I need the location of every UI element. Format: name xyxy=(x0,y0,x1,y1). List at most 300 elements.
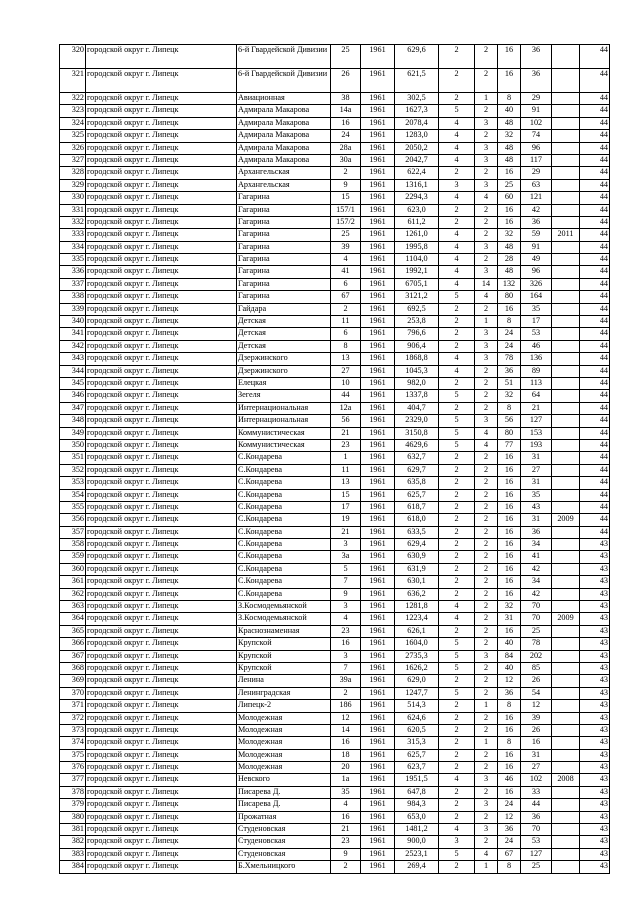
cell-entrances: 3 xyxy=(475,353,498,365)
cell-entrances: 2 xyxy=(475,675,498,687)
cell-entrances: 2 xyxy=(475,836,498,848)
cell-entrances: 3 xyxy=(475,241,498,253)
cell-residents: 41 xyxy=(521,551,552,563)
cell-repair-year xyxy=(552,45,580,69)
cell-apartments: 16 xyxy=(498,724,521,736)
cell-street: З.Космодемьянской xyxy=(237,613,331,625)
cell-year: 1961 xyxy=(361,737,395,749)
cell-house: 16 xyxy=(331,811,361,823)
cell-number: 322 xyxy=(60,93,86,105)
cell-term: 44 xyxy=(580,303,610,315)
cell-municipality: городской округ г. Липецк xyxy=(86,105,237,117)
cell-apartments: 8 xyxy=(498,316,521,328)
cell-apartments: 16 xyxy=(498,563,521,575)
cell-term: 43 xyxy=(580,712,610,724)
cell-house: 2 xyxy=(331,861,361,873)
cell-house: 8 xyxy=(331,340,361,352)
table-row xyxy=(60,576,610,588)
cell-repair-year xyxy=(552,576,580,588)
cell-municipality: городской округ г. Липецк xyxy=(86,712,237,724)
cell-residents: 12 xyxy=(521,700,552,712)
cell-area: 2042,7 xyxy=(395,154,439,166)
cell-house: 1 xyxy=(331,452,361,464)
cell-term: 44 xyxy=(580,365,610,377)
cell-number: 375 xyxy=(60,749,86,761)
cell-municipality: городской округ г. Липецк xyxy=(86,390,237,402)
cell-area: 269,4 xyxy=(395,861,439,873)
cell-residents: 31 xyxy=(521,749,552,761)
cell-house: 41 xyxy=(331,266,361,278)
cell-floors: 5 xyxy=(439,390,475,402)
cell-entrances: 2 xyxy=(475,662,498,674)
cell-residents: 33 xyxy=(521,786,552,798)
cell-street: С.Кондарева xyxy=(237,501,331,513)
cell-residents: 96 xyxy=(521,266,552,278)
cell-apartments: 84 xyxy=(498,650,521,662)
cell-floors: 5 xyxy=(439,650,475,662)
cell-municipality: городской округ г. Липецк xyxy=(86,117,237,129)
table-row xyxy=(60,613,610,625)
cell-term: 43 xyxy=(580,811,610,823)
table-row xyxy=(60,501,610,513)
cell-entrances: 2 xyxy=(475,69,498,93)
cell-entrances: 2 xyxy=(475,167,498,179)
cell-year: 1961 xyxy=(361,613,395,625)
cell-number: 341 xyxy=(60,328,86,340)
cell-floors: 5 xyxy=(439,662,475,674)
cell-apartments: 16 xyxy=(498,526,521,538)
cell-term: 43 xyxy=(580,774,610,786)
cell-area: 1316,1 xyxy=(395,179,439,191)
table-row xyxy=(60,700,610,712)
cell-entrances: 2 xyxy=(475,638,498,650)
cell-municipality: городской округ г. Липецк xyxy=(86,799,237,811)
cell-street: Невского xyxy=(237,774,331,786)
cell-area: 2050,2 xyxy=(395,142,439,154)
cell-house: 25 xyxy=(331,229,361,241)
cell-entrances: 2 xyxy=(475,229,498,241)
cell-repair-year: 2009 xyxy=(552,613,580,625)
cell-repair-year xyxy=(552,625,580,637)
cell-area: 514,3 xyxy=(395,700,439,712)
cell-residents: 89 xyxy=(521,365,552,377)
cell-repair-year xyxy=(552,69,580,93)
cell-house: 5 xyxy=(331,563,361,575)
table-row xyxy=(60,848,610,860)
cell-entrances: 1 xyxy=(475,700,498,712)
cell-term: 43 xyxy=(580,662,610,674)
cell-apartments: 48 xyxy=(498,142,521,154)
cell-year: 1961 xyxy=(361,539,395,551)
cell-term: 44 xyxy=(580,93,610,105)
cell-street: Интернациональная xyxy=(237,402,331,414)
cell-street: Адмирала Макарова xyxy=(237,154,331,166)
cell-street: Крупской xyxy=(237,650,331,662)
cell-year: 1961 xyxy=(361,861,395,873)
cell-term: 44 xyxy=(580,105,610,117)
cell-street: Гагарина xyxy=(237,266,331,278)
cell-floors: 2 xyxy=(439,551,475,563)
table-row xyxy=(60,799,610,811)
cell-entrances: 2 xyxy=(475,576,498,588)
cell-apartments: 48 xyxy=(498,154,521,166)
cell-entrances: 3 xyxy=(475,774,498,786)
cell-municipality: городской округ г. Липецк xyxy=(86,266,237,278)
cell-residents: 17 xyxy=(521,316,552,328)
cell-year: 1961 xyxy=(361,786,395,798)
cell-apartments: 80 xyxy=(498,427,521,439)
cell-house: 16 xyxy=(331,737,361,749)
cell-entrances: 2 xyxy=(475,204,498,216)
cell-house: 21 xyxy=(331,824,361,836)
cell-street: Гагарина xyxy=(237,229,331,241)
cell-area: 611,2 xyxy=(395,216,439,228)
cell-apartments: 40 xyxy=(498,662,521,674)
cell-entrances: 3 xyxy=(475,650,498,662)
cell-residents: 27 xyxy=(521,762,552,774)
cell-repair-year xyxy=(552,365,580,377)
cell-floors: 2 xyxy=(439,452,475,464)
cell-floors: 5 xyxy=(439,291,475,303)
cell-repair-year xyxy=(552,452,580,464)
cell-street: С.Кондарева xyxy=(237,452,331,464)
cell-house: 3 xyxy=(331,539,361,551)
cell-street: 6-й Гвардейской Дивизии xyxy=(237,69,331,93)
cell-house: 4 xyxy=(331,613,361,625)
table-row xyxy=(60,179,610,191)
cell-entrances: 2 xyxy=(475,724,498,736)
cell-term: 44 xyxy=(580,204,610,216)
cell-repair-year xyxy=(552,749,580,761)
cell-floors: 4 xyxy=(439,266,475,278)
cell-house: 11 xyxy=(331,316,361,328)
cell-term: 43 xyxy=(580,625,610,637)
cell-house: 6 xyxy=(331,328,361,340)
cell-repair-year xyxy=(552,316,580,328)
cell-year: 1961 xyxy=(361,365,395,377)
cell-house: 4 xyxy=(331,254,361,266)
cell-entrances: 2 xyxy=(475,539,498,551)
cell-repair-year xyxy=(552,687,580,699)
cell-municipality: городской округ г. Липецк xyxy=(86,551,237,563)
cell-apartments: 48 xyxy=(498,266,521,278)
cell-repair-year xyxy=(552,737,580,749)
cell-area: 253,8 xyxy=(395,316,439,328)
table-row xyxy=(60,526,610,538)
cell-entrances: 4 xyxy=(475,427,498,439)
table-row xyxy=(60,662,610,674)
cell-year: 1961 xyxy=(361,588,395,600)
cell-term: 43 xyxy=(580,588,610,600)
cell-number: 345 xyxy=(60,377,86,389)
cell-area: 1045,3 xyxy=(395,365,439,377)
cell-year: 1961 xyxy=(361,316,395,328)
cell-year: 1961 xyxy=(361,836,395,848)
cell-entrances: 3 xyxy=(475,154,498,166)
cell-apartments: 40 xyxy=(498,638,521,650)
cell-area: 621,5 xyxy=(395,69,439,93)
cell-term: 44 xyxy=(580,477,610,489)
cell-number: 321 xyxy=(60,69,86,93)
cell-term: 44 xyxy=(580,353,610,365)
cell-year: 1961 xyxy=(361,353,395,365)
cell-repair-year xyxy=(552,390,580,402)
cell-year: 1961 xyxy=(361,601,395,613)
cell-residents: 326 xyxy=(521,278,552,290)
cell-number: 336 xyxy=(60,266,86,278)
cell-floors: 2 xyxy=(439,700,475,712)
cell-year: 1961 xyxy=(361,439,395,451)
cell-year: 1961 xyxy=(361,167,395,179)
cell-municipality: городской округ г. Липецк xyxy=(86,824,237,836)
cell-number: 350 xyxy=(60,439,86,451)
cell-apartments: 16 xyxy=(498,625,521,637)
cell-apartments: 16 xyxy=(498,539,521,551)
cell-apartments: 78 xyxy=(498,353,521,365)
cell-area: 1283,0 xyxy=(395,130,439,142)
cell-residents: 64 xyxy=(521,390,552,402)
cell-repair-year xyxy=(552,192,580,204)
cell-repair-year xyxy=(552,588,580,600)
cell-residents: 31 xyxy=(521,452,552,464)
cell-house: 3 xyxy=(331,601,361,613)
cell-entrances: 2 xyxy=(475,786,498,798)
cell-residents: 202 xyxy=(521,650,552,662)
cell-number: 352 xyxy=(60,464,86,476)
cell-street: Молодежная xyxy=(237,712,331,724)
table-row xyxy=(60,439,610,451)
cell-street: С.Кондарева xyxy=(237,514,331,526)
cell-apartments: 51 xyxy=(498,377,521,389)
cell-entrances: 2 xyxy=(475,303,498,315)
cell-entrances: 3 xyxy=(475,340,498,352)
cell-municipality: городской округ г. Липецк xyxy=(86,588,237,600)
cell-number: 369 xyxy=(60,675,86,687)
cell-term: 43 xyxy=(580,700,610,712)
cell-residents: 42 xyxy=(521,588,552,600)
cell-year: 1961 xyxy=(361,291,395,303)
cell-floors: 4 xyxy=(439,117,475,129)
table-row xyxy=(60,117,610,129)
table-row xyxy=(60,105,610,117)
cell-floors: 3 xyxy=(439,179,475,191)
cell-apartments: 24 xyxy=(498,836,521,848)
cell-number: 320 xyxy=(60,45,86,69)
cell-repair-year xyxy=(552,712,580,724)
cell-floors: 4 xyxy=(439,601,475,613)
cell-number: 351 xyxy=(60,452,86,464)
cell-number: 374 xyxy=(60,737,86,749)
cell-year: 1961 xyxy=(361,266,395,278)
cell-number: 367 xyxy=(60,650,86,662)
cell-repair-year xyxy=(552,464,580,476)
cell-floors: 4 xyxy=(439,142,475,154)
cell-entrances: 2 xyxy=(475,365,498,377)
cell-floors: 2 xyxy=(439,316,475,328)
cell-floors: 5 xyxy=(439,638,475,650)
cell-repair-year xyxy=(552,266,580,278)
cell-year: 1961 xyxy=(361,687,395,699)
table-row xyxy=(60,861,610,873)
cell-area: 631,9 xyxy=(395,563,439,575)
cell-area: 633,5 xyxy=(395,526,439,538)
cell-area: 623,7 xyxy=(395,762,439,774)
cell-residents: 136 xyxy=(521,353,552,365)
cell-repair-year xyxy=(552,142,580,154)
cell-house: 15 xyxy=(331,192,361,204)
cell-municipality: городской округ г. Липецк xyxy=(86,650,237,662)
cell-residents: 26 xyxy=(521,675,552,687)
cell-street: З.Космодемьянской xyxy=(237,601,331,613)
cell-residents: 26 xyxy=(521,724,552,736)
cell-entrances: 2 xyxy=(475,45,498,69)
cell-municipality: городской округ г. Липецк xyxy=(86,477,237,489)
cell-residents: 91 xyxy=(521,241,552,253)
cell-area: 1626,2 xyxy=(395,662,439,674)
cell-term: 43 xyxy=(580,551,610,563)
cell-house: 12а xyxy=(331,402,361,414)
cell-area: 2735,3 xyxy=(395,650,439,662)
cell-number: 326 xyxy=(60,142,86,154)
cell-repair-year xyxy=(552,415,580,427)
table-row xyxy=(60,601,610,613)
cell-municipality: городской округ г. Липецк xyxy=(86,526,237,538)
cell-residents: 117 xyxy=(521,154,552,166)
cell-area: 630,1 xyxy=(395,576,439,588)
cell-year: 1961 xyxy=(361,69,395,93)
cell-municipality: городской округ г. Липецк xyxy=(86,303,237,315)
cell-street: Молодежная xyxy=(237,724,331,736)
cell-number: 362 xyxy=(60,588,86,600)
cell-floors: 2 xyxy=(439,737,475,749)
cell-street: С.Кондарева xyxy=(237,563,331,575)
cell-year: 1961 xyxy=(361,377,395,389)
cell-residents: 29 xyxy=(521,167,552,179)
cell-municipality: городской округ г. Липецк xyxy=(86,130,237,142)
cell-term: 44 xyxy=(580,167,610,179)
cell-year: 1961 xyxy=(361,749,395,761)
cell-apartments: 24 xyxy=(498,799,521,811)
table-row xyxy=(60,402,610,414)
cell-year: 1961 xyxy=(361,415,395,427)
cell-house: 20 xyxy=(331,762,361,774)
cell-house: 21 xyxy=(331,427,361,439)
cell-number: 383 xyxy=(60,848,86,860)
cell-year: 1961 xyxy=(361,241,395,253)
cell-repair-year: 2011 xyxy=(552,229,580,241)
cell-number: 324 xyxy=(60,117,86,129)
cell-street: Студеновская xyxy=(237,824,331,836)
cell-street: Ленина xyxy=(237,675,331,687)
cell-term: 43 xyxy=(580,836,610,848)
cell-area: 636,2 xyxy=(395,588,439,600)
cell-area: 625,7 xyxy=(395,749,439,761)
cell-municipality: городской округ г. Липецк xyxy=(86,762,237,774)
cell-municipality: городской округ г. Липецк xyxy=(86,328,237,340)
cell-area: 629,4 xyxy=(395,539,439,551)
cell-area: 2523,1 xyxy=(395,848,439,860)
cell-floors: 5 xyxy=(439,105,475,117)
cell-entrances: 14 xyxy=(475,278,498,290)
cell-floors: 2 xyxy=(439,724,475,736)
table-row xyxy=(60,192,610,204)
cell-term: 43 xyxy=(580,601,610,613)
table-row xyxy=(60,340,610,352)
cell-entrances: 2 xyxy=(475,105,498,117)
table-row xyxy=(60,625,610,637)
cell-residents: 42 xyxy=(521,204,552,216)
table-row xyxy=(60,415,610,427)
cell-apartments: 77 xyxy=(498,439,521,451)
cell-repair-year xyxy=(552,353,580,365)
cell-house: 4 xyxy=(331,799,361,811)
cell-house: 1а xyxy=(331,774,361,786)
cell-floors: 5 xyxy=(439,439,475,451)
cell-apartments: 48 xyxy=(498,117,521,129)
table-row xyxy=(60,539,610,551)
cell-number: 359 xyxy=(60,551,86,563)
cell-house: 13 xyxy=(331,353,361,365)
cell-year: 1961 xyxy=(361,551,395,563)
cell-municipality: городской округ г. Липецк xyxy=(86,501,237,513)
cell-street: Гайдара xyxy=(237,303,331,315)
cell-house: 17 xyxy=(331,501,361,513)
cell-municipality: городской округ г. Липецк xyxy=(86,625,237,637)
cell-term: 44 xyxy=(580,316,610,328)
table-row xyxy=(60,303,610,315)
cell-area: 1223,4 xyxy=(395,613,439,625)
cell-year: 1961 xyxy=(361,762,395,774)
table-row xyxy=(60,316,610,328)
cell-residents: 36 xyxy=(521,526,552,538)
cell-area: 1604,0 xyxy=(395,638,439,650)
cell-floors: 2 xyxy=(439,464,475,476)
cell-repair-year xyxy=(552,204,580,216)
cell-entrances: 4 xyxy=(475,192,498,204)
cell-floors: 2 xyxy=(439,167,475,179)
cell-term: 44 xyxy=(580,377,610,389)
cell-number: 384 xyxy=(60,861,86,873)
cell-residents: 74 xyxy=(521,130,552,142)
cell-entrances: 2 xyxy=(475,477,498,489)
cell-residents: 70 xyxy=(521,601,552,613)
cell-number: 372 xyxy=(60,712,86,724)
cell-entrances: 3 xyxy=(475,824,498,836)
cell-repair-year xyxy=(552,477,580,489)
cell-apartments: 48 xyxy=(498,241,521,253)
cell-municipality: городской округ г. Липецк xyxy=(86,675,237,687)
cell-term: 43 xyxy=(580,724,610,736)
table-row xyxy=(60,167,610,179)
cell-street: Гагарина xyxy=(237,241,331,253)
cell-floors: 2 xyxy=(439,340,475,352)
cell-number: 370 xyxy=(60,687,86,699)
cell-number: 364 xyxy=(60,613,86,625)
table-row xyxy=(60,836,610,848)
cell-repair-year xyxy=(552,662,580,674)
cell-street: Прожатная xyxy=(237,811,331,823)
cell-house: 18 xyxy=(331,749,361,761)
cell-number: 344 xyxy=(60,365,86,377)
cell-year: 1961 xyxy=(361,154,395,166)
cell-term: 43 xyxy=(580,687,610,699)
cell-repair-year xyxy=(552,278,580,290)
cell-repair-year xyxy=(552,601,580,613)
cell-street: Детская xyxy=(237,328,331,340)
cell-apartments: 16 xyxy=(498,501,521,513)
cell-municipality: городской округ г. Липецк xyxy=(86,687,237,699)
cell-residents: 63 xyxy=(521,179,552,191)
